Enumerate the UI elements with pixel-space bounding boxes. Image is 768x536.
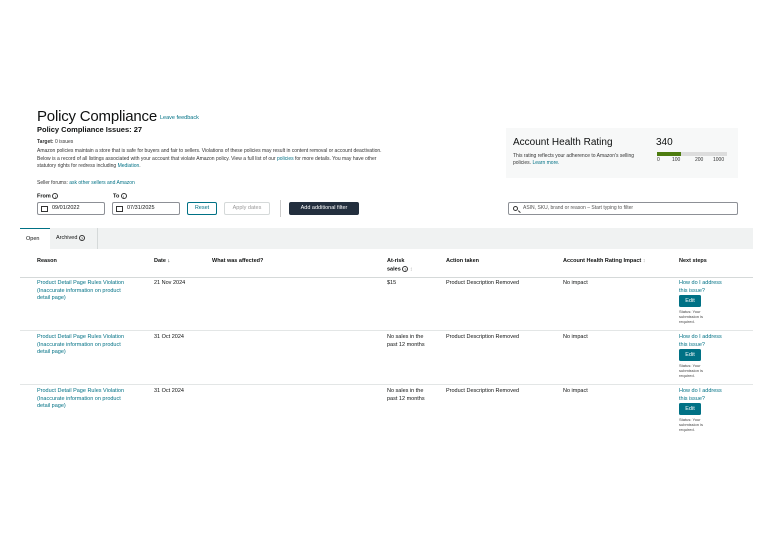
header-impact[interactable] — [563, 258, 646, 266]
add-filter-button[interactable]: Add additional filter — [289, 202, 359, 215]
sales-line: past 12 months — [387, 341, 425, 348]
sales-line: No sales in the — [387, 334, 424, 340]
row-date: 31 Oct 2024 — [154, 388, 184, 394]
target-text — [37, 139, 73, 145]
learn-more-link[interactable]: Learn more. — [532, 160, 560, 166]
target-label: Target: — [37, 139, 54, 145]
how-to-address-link[interactable] — [679, 334, 722, 349]
reason-line: detail page) — [37, 295, 66, 301]
info-icon[interactable]: i — [121, 193, 127, 199]
search-icon — [513, 206, 518, 211]
to-date-value: 07/31/2025 — [127, 205, 155, 211]
to-date-input[interactable] — [112, 202, 180, 215]
from-date-value: 09/01/2022 — [52, 205, 80, 211]
description-text: Amazon policies maintain a store that is safe for buyers and fair to sellers. Violations of these policies may result in content removal or account deactivation. Below is a record of all listings associated with your account that violate Amazon policy. View a full list of our — [37, 148, 382, 162]
header-at-risk-line1: At-risk — [387, 258, 405, 264]
sort-icon[interactable]: ↕ — [409, 265, 413, 272]
help-icon[interactable]: ? — [404, 266, 407, 272]
row-divider — [20, 384, 753, 385]
row-date: 21 Nov 2024 — [154, 280, 186, 286]
account-health-description: This rating reflects your adherence to Amazon's selling policies. — [513, 153, 635, 166]
row-status — [679, 363, 717, 378]
reason-line: Product Detail Page Rules Violation — [37, 280, 125, 286]
help-icon[interactable]: ? — [80, 235, 84, 241]
search-input[interactable] — [508, 202, 738, 215]
forums-label: Seller forums: — [37, 180, 68, 186]
tick-label: 0 — [657, 157, 660, 163]
header-reason: Reason — [37, 258, 57, 264]
leave-feedback-link[interactable]: Leave feedback — [160, 115, 199, 121]
reason-line: detail page) — [37, 403, 66, 409]
next-step-line: this issue? — [679, 341, 705, 348]
status-line: submission is — [679, 422, 704, 427]
apply-dates-button[interactable]: Apply dates — [224, 202, 270, 215]
tick-label: 200 — [695, 157, 704, 163]
header-date-label: Date — [154, 258, 166, 264]
info-icon[interactable]: i — [52, 193, 58, 199]
header-affected: What was affected? — [212, 258, 264, 264]
divider — [280, 200, 281, 217]
header-at-risk-sales-label: sales — [387, 265, 401, 272]
reason-line: detail page) — [37, 349, 66, 355]
reason-line: Product Detail Page Rules Violation — [37, 388, 125, 394]
row-impact: No impact — [563, 280, 588, 286]
header-date[interactable] — [154, 258, 170, 266]
edit-button[interactable]: Edit — [679, 295, 701, 307]
row-at-risk-sales — [387, 388, 425, 403]
issues-count: Policy Compliance Issues: 27 — [37, 125, 143, 134]
header-action-taken: Action taken — [446, 258, 480, 264]
row-impact: No impact — [563, 388, 588, 394]
row-date: 31 Oct 2024 — [154, 334, 184, 340]
row-status — [679, 309, 717, 324]
row-divider — [20, 330, 753, 331]
row-impact: No impact — [563, 334, 588, 340]
next-steps-cell — [675, 386, 745, 434]
status-line: required. — [679, 319, 695, 324]
sales-line: No sales in the — [387, 388, 424, 394]
row-reason-link[interactable] — [37, 280, 147, 303]
account-health-ticks — [657, 157, 737, 164]
mediation-link[interactable]: Mediation — [117, 163, 140, 169]
to-label-text: To — [113, 193, 120, 200]
tab-archived-label: Archived — [56, 235, 78, 241]
account-health-card — [506, 128, 738, 178]
reason-line: Product Detail Page Rules Violation — [37, 334, 125, 340]
to-label — [113, 193, 127, 199]
status-line: submission is — [679, 368, 704, 373]
status-line: required. — [679, 427, 695, 432]
tick-label: 100 — [672, 157, 681, 163]
header-divider — [20, 277, 753, 278]
next-step-line: this issue? — [679, 287, 705, 294]
status-line: Status: Your — [679, 417, 701, 422]
row-at-risk-sales — [387, 334, 425, 349]
sales-line: $15 — [387, 280, 397, 286]
policy-description — [37, 148, 393, 171]
forums-link[interactable]: ask other sellers and Amazon — [69, 180, 135, 186]
description-end: . — [139, 163, 141, 169]
reset-button[interactable]: Reset — [187, 202, 217, 215]
next-step-line: this issue? — [679, 395, 705, 402]
tab-archived[interactable] — [50, 228, 98, 249]
edit-button[interactable]: Edit — [679, 403, 701, 415]
next-step-line: How do I address — [679, 280, 722, 286]
how-to-address-link[interactable] — [679, 280, 722, 295]
status-line: Status: Your — [679, 309, 701, 314]
status-line: required. — [679, 373, 695, 378]
from-label — [37, 193, 58, 199]
row-status — [679, 417, 717, 432]
sales-line: past 12 months — [387, 395, 425, 402]
status-line: submission is — [679, 314, 704, 319]
row-action-taken: Product Description Removed — [446, 280, 520, 286]
tick-label: 1000 — [713, 157, 725, 163]
description-text-2: for more details. You may have other statutory rights for redress including — [37, 155, 377, 169]
from-date-input[interactable] — [37, 202, 105, 215]
search-placeholder: ASIN, SKU, brand or reason – Start typing to filter — [523, 205, 634, 211]
from-label-text: From — [37, 193, 51, 200]
calendar-icon[interactable] — [41, 206, 48, 212]
header-at-risk-line2 — [387, 266, 413, 274]
row-action-taken: Product Description Removed — [446, 334, 520, 340]
calendar-icon[interactable] — [116, 206, 123, 212]
policies-link[interactable]: policies — [276, 155, 294, 162]
reason-line: (Inaccurate information on product — [37, 395, 121, 402]
status-line: Status: Your — [679, 363, 701, 368]
tabs-bar — [20, 228, 753, 249]
sort-icon[interactable]: ↕ — [642, 258, 646, 264]
header-at-risk-sales — [387, 258, 413, 273]
reason-line: (Inaccurate information on product — [37, 341, 121, 348]
account-health-text — [513, 153, 648, 167]
account-health-bar — [657, 152, 727, 156]
next-step-line: How do I address — [679, 334, 722, 340]
how-to-address-link[interactable] — [679, 388, 722, 403]
page-title: Policy Compliance — [37, 108, 157, 125]
row-reason-link[interactable] — [37, 334, 147, 357]
target-value: 0 issues — [54, 139, 74, 145]
seller-forums — [37, 180, 135, 186]
account-health-bar-fill — [657, 152, 681, 156]
edit-button[interactable]: Edit — [679, 349, 701, 361]
arrow-down-icon: ↓ — [167, 258, 171, 264]
reason-line: (Inaccurate information on product — [37, 287, 121, 294]
next-step-line: How do I address — [679, 388, 722, 394]
header-impact-label: Account Health Rating Impact — [563, 258, 642, 264]
row-action-taken: Product Description Removed — [446, 388, 520, 394]
row-reason-link[interactable] — [37, 388, 147, 411]
account-health-score: 340 — [656, 137, 673, 148]
tab-open[interactable]: Open — [20, 228, 50, 249]
account-health-title: Account Health Rating — [513, 137, 613, 148]
header-next-steps: Next steps — [679, 258, 707, 264]
row-at-risk-sales — [387, 280, 396, 288]
